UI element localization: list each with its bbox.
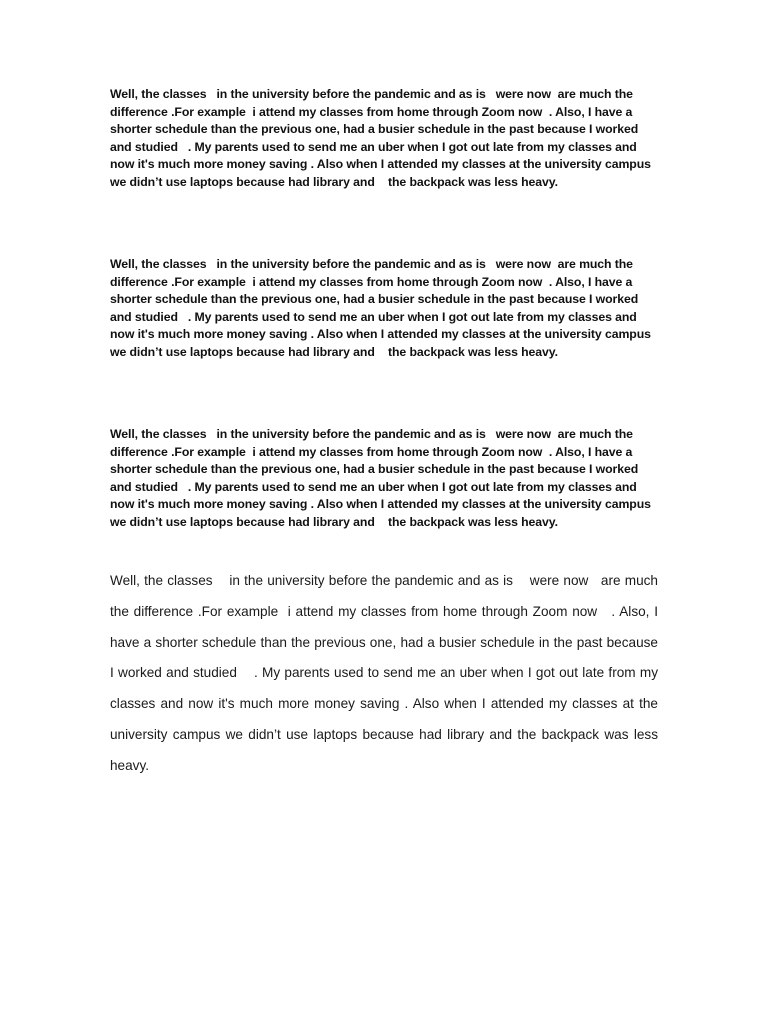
paragraph-3: Well, the classes in the university before the pandemic and as is were now are much the difference .For example i attend my classes from home through Zoom now . Also, I have a shorter schedule than the previous one, had a busier schedule in the past because I worked and studied . My parents used to send me an uber when I got out late from my classes and now it's much more money saving . Also when I attended my classes at the university campus we didn’t use laptops because had library and the backpack was less heavy. (110, 427, 655, 529)
paragraph-2: Well, the classes in the university before the pandemic and as is were now are much the difference .For example i attend my classes from home through Zoom now . Also, I have a shorter schedule than the previous one, had a busier schedule in the past because I worked and studied . My parents used to send me an uber when I got out late from my classes and now it's much more money saving . Also when I attended my classes at the university campus we didn’t use laptops because had library and the backpack was less heavy. (110, 257, 655, 359)
paragraph-4: Well, the classes in the university before the pandemic and as is were now are much the difference .For example i attend my classes from home through Zoom now . Also, I have a shorter schedule than the previous one, had a busier schedule in the past because I worked and studied . My parents used to send me an uber when I got out late from my classes and now it's much more money saving . Also when I attended my classes at the university campus we didn’t use laptops because had library and the backpack was less heavy. (110, 573, 662, 773)
paragraph-1: Well, the classes in the university before the pandemic and as is were now are much the difference .For example i attend my classes from home through Zoom now . Also, I have a shorter schedule than the previous one, had a busier schedule in the past because I worked and studied . My parents used to send me an uber when I got out late from my classes and now it's much more money saving . Also when I attended my classes at the university campus we didn’t use laptops because had library and the backpack was less heavy. (110, 87, 655, 189)
